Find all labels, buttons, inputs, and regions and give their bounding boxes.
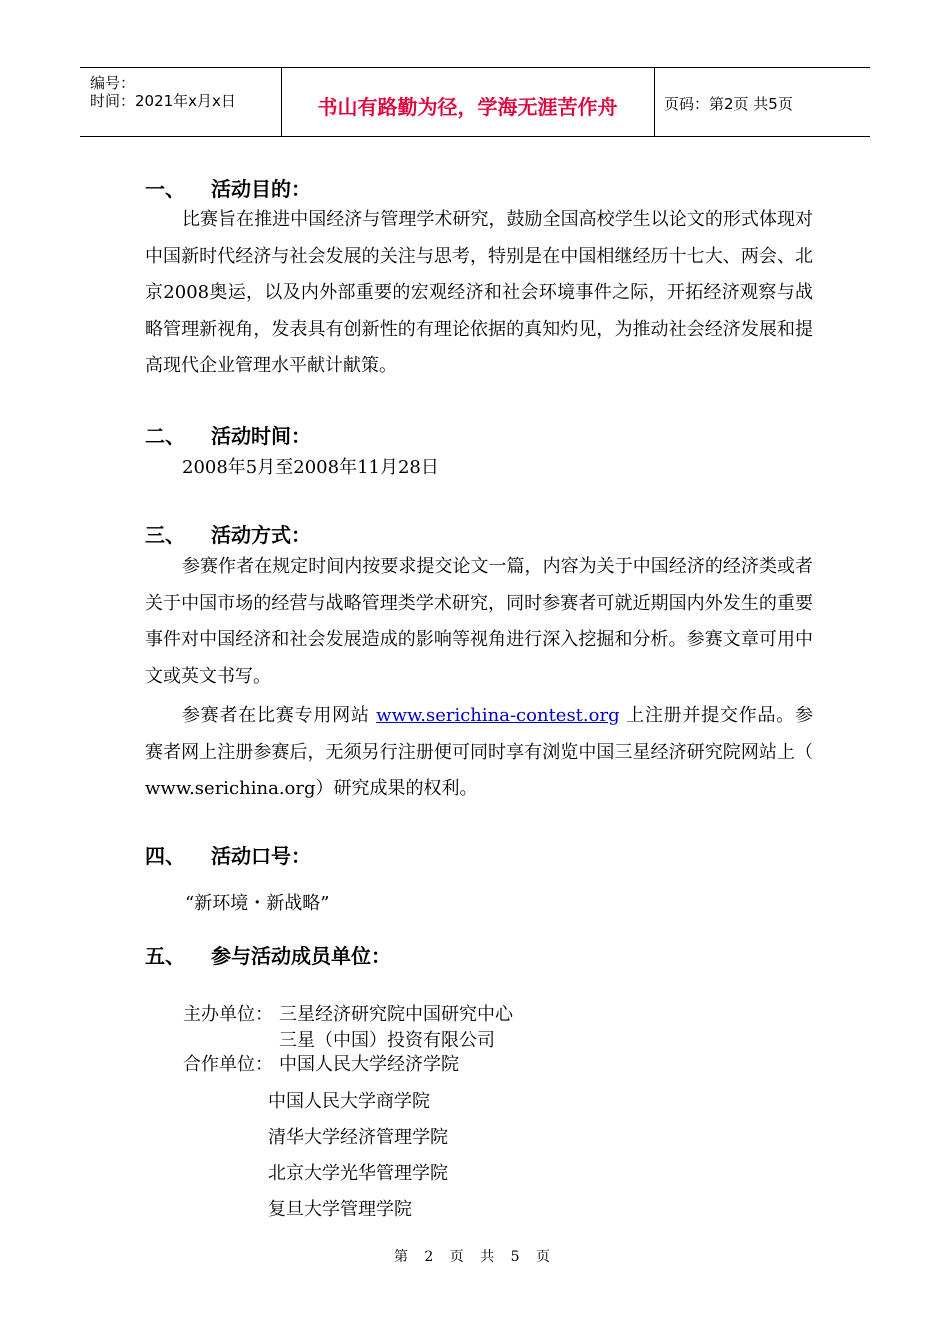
coop-unit: 中国人民大学商学院 <box>268 1091 430 1112</box>
contest-website-link[interactable]: www.serichina-contest.org <box>376 705 620 726</box>
coop-unit: 清华大学经济管理学院 <box>268 1127 448 1148</box>
method-text-post: 上注册并提交作品。参赛者网上注册参赛后，无须另行注册便可同时享有浏览中国三星经济研究院网站上（ www.serichina.org）研究成果的权利。 <box>145 705 813 799</box>
coop-unit-1: 中国人民大学经济学院 <box>279 1054 459 1075</box>
footer-page-number: 第 2 页 共 5 页 <box>393 1249 557 1265</box>
section-heading-slogan <box>145 840 311 869</box>
section-title: 活动方式： <box>211 523 311 547</box>
time-label: 时间：2021年x月x日 <box>90 92 236 110</box>
section-number: 一、 <box>145 177 185 201</box>
code-label: 编号： <box>90 74 136 92</box>
section-number: 二、 <box>145 424 185 448</box>
section-number: 三、 <box>145 523 185 547</box>
section-number: 五、 <box>145 944 185 968</box>
host-unit-1: 三星经济研究院中国研究中心 <box>279 1004 513 1025</box>
coop-unit: 北京大学光华管理学院 <box>268 1163 448 1184</box>
method-paragraph-1: 参赛作者在规定时间内按要求提交论文一篇，内容为关于中国经济的经济类或者关于中国市场的经营与战略管理类学术研究，同时参赛者可就近期国内外发生的重要事件对中国经济和社会发展造成的影响等视角进行深入挖掘和分析。参赛文章可用中文或英文书写。 <box>145 556 813 687</box>
time-paragraph: 2008年5月至2008年11月28日 <box>182 457 439 478</box>
method-paragraph-2 <box>145 698 813 808</box>
section-heading-purpose <box>145 173 311 202</box>
section-title: 活动时间： <box>211 424 311 448</box>
coop-unit: 复旦大学管理学院 <box>268 1199 412 1220</box>
host-unit-2: 三星（中国）投资有限公司 <box>279 1030 495 1051</box>
section-number: 四、 <box>145 844 185 868</box>
slogan-text: “新环境・新战略” <box>185 893 330 914</box>
section-title: 活动口号： <box>211 844 311 868</box>
page-header <box>80 67 870 137</box>
header-page-info: 页码：第2页 共5页 <box>664 95 793 113</box>
section-title: 活动目的： <box>211 177 311 201</box>
header-motto-cell <box>281 68 655 136</box>
header-motto: 书山有路勤为径，学海无涯苦作舟 <box>317 95 618 119</box>
host-label: 主办单位： <box>183 1004 273 1025</box>
section-heading-members <box>145 940 391 969</box>
coop-label: 合作单位： <box>183 1054 273 1075</box>
method-text-pre: 参赛者在比赛专用网站 <box>182 705 370 726</box>
section-heading-time <box>145 420 311 449</box>
purpose-paragraph: 比赛旨在推进中国经济与管理学术研究，鼓励全国高校学生以论文的形式体现对中国新时代经济与社会发展的关注与思考，特别是在中国相继经历十七大、两会、北京2008奥运，以及内外部重要的宏观经济和社会环境事件之际，开拓经济观察与战略管理新视角，发表具有创新性的有理论依据的真知灼见，为推动社会经济发展和提高现代企业管理水平献计献策。 <box>145 209 813 376</box>
section-heading-method <box>145 519 311 548</box>
section-title: 参与活动成员单位： <box>211 944 391 968</box>
page-footer <box>0 1246 950 1266</box>
header-left-cell <box>80 68 282 136</box>
header-page-cell <box>654 68 870 136</box>
